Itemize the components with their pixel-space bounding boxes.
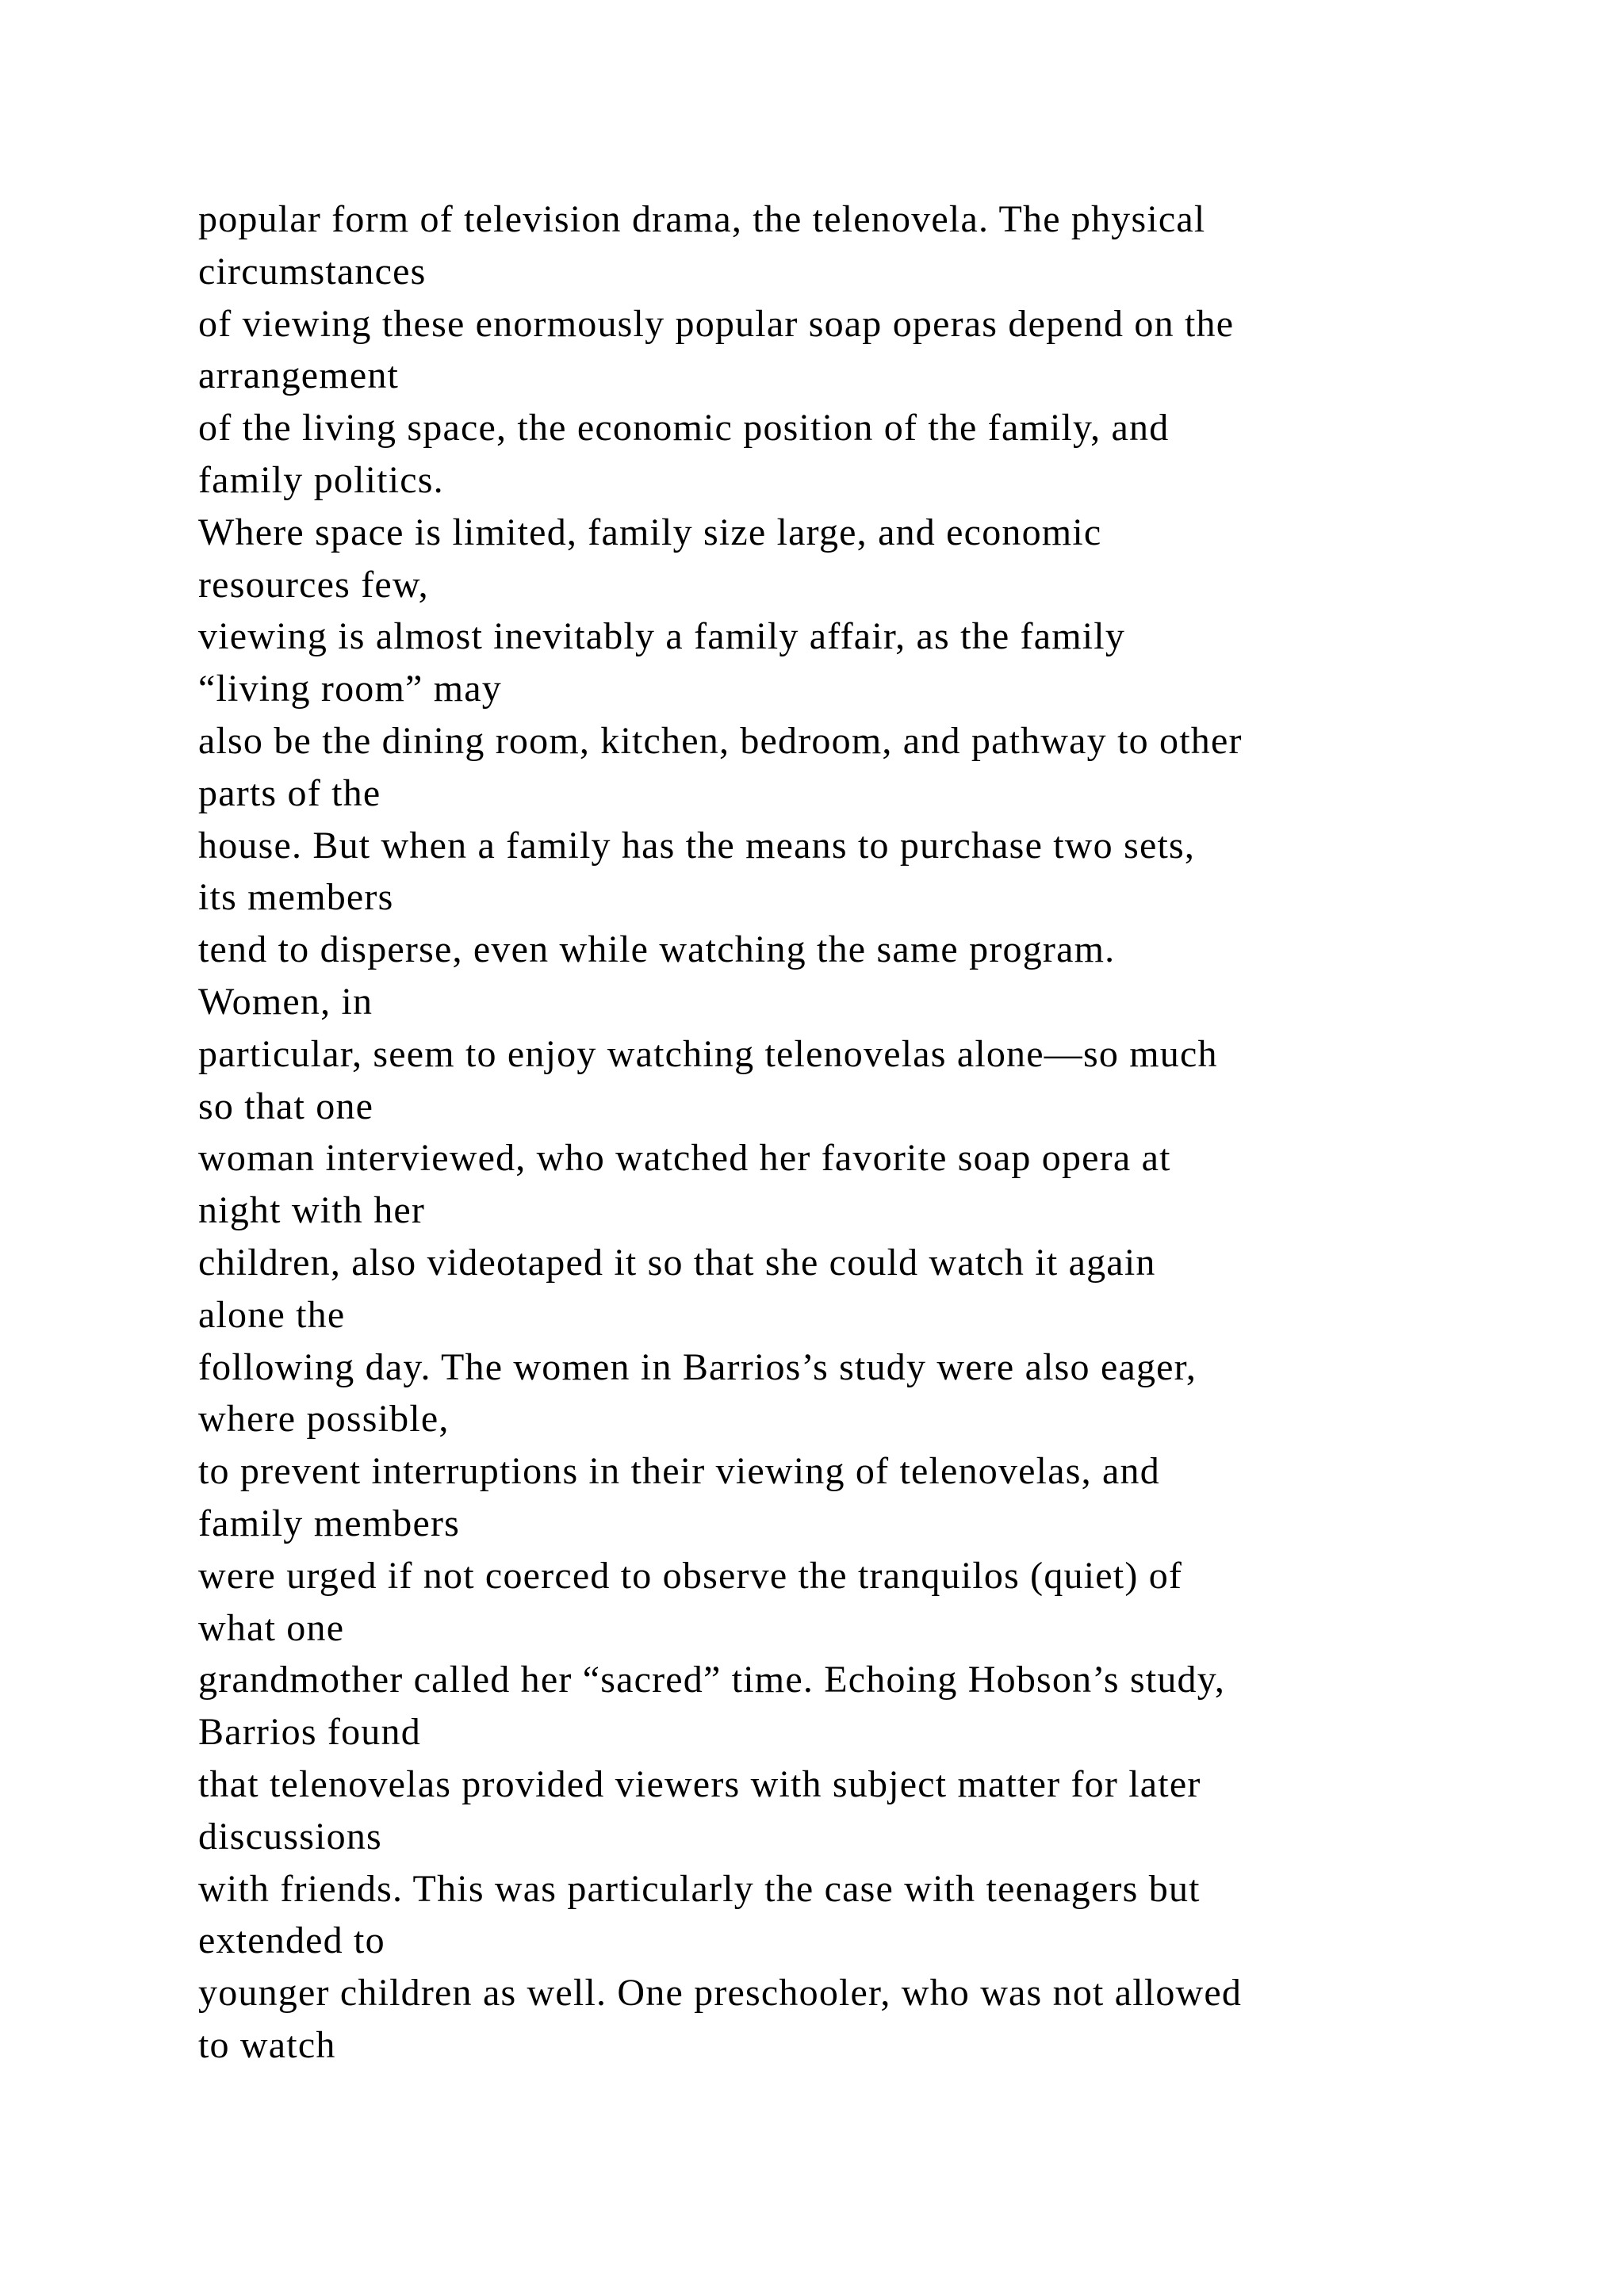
- text-line: extended to: [198, 1919, 385, 1962]
- text-line: family politics.: [198, 458, 444, 501]
- text-line: what one: [198, 1606, 345, 1649]
- text-line: resources few,: [198, 563, 429, 606]
- text-line: following day. The women in Barrios’s study were also eager,: [198, 1345, 1197, 1388]
- text-line: that telenovelas provided viewers with subject matter for later: [198, 1762, 1201, 1805]
- text-line: parts of the: [198, 771, 381, 814]
- text-line: grandmother called her “sacred” time. Echoing Hobson’s study,: [198, 1659, 1226, 1701]
- text-line: family members: [198, 1502, 461, 1544]
- text-line: popular form of television drama, the telenovela. The physical: [198, 198, 1206, 240]
- text-line: Where space is limited, family size large, and economic: [198, 511, 1102, 553]
- body-text: [198, 193, 1507, 2072]
- text-line: tend to disperse, even while watching the same program.: [198, 928, 1116, 971]
- text-line: Barrios found: [198, 1711, 421, 1754]
- text-line: viewing is almost inevitably a family affair, as the family: [198, 615, 1126, 658]
- text-line: younger children as well. One preschooler, who was not allowed: [198, 1972, 1243, 2015]
- text-line: woman interviewed, who watched her favorite soap opera at: [198, 1137, 1171, 1180]
- text-line: where possible,: [198, 1398, 450, 1441]
- text-line: to prevent interruptions in their viewing of telenovelas, and: [198, 1450, 1160, 1493]
- text-line: particular, seem to enjoy watching telenovelas alone—so much: [198, 1032, 1218, 1075]
- text-line: were urged if not coerced to observe the tranquilos (quiet) of: [198, 1554, 1183, 1597]
- text-line: discussions: [198, 1815, 382, 1858]
- text-line: with friends. This was particularly the case with teenagers but: [198, 1867, 1201, 1910]
- text-line: of viewing these enormously popular soap operas depend on the: [198, 302, 1235, 345]
- text-line: alone the: [198, 1293, 346, 1336]
- text-line: circumstances: [198, 250, 427, 293]
- text-line: house. But when a family has the means to purchase two sets,: [198, 824, 1196, 867]
- text-line: night with her: [198, 1189, 426, 1232]
- text-line: its members: [198, 876, 394, 919]
- text-line: arrangement: [198, 354, 400, 397]
- text-line: children, also videotaped it so that she could watch it again: [198, 1241, 1156, 1284]
- text-line: so that one: [198, 1085, 374, 1127]
- text-line: of the living space, the economic position of the family, and: [198, 407, 1170, 450]
- text-line: also be the dining room, kitchen, bedroom, and pathway to other: [198, 719, 1243, 762]
- text-line: to watch: [198, 2023, 336, 2066]
- text-line: “living room” may: [198, 668, 502, 710]
- text-line: Women, in: [198, 980, 373, 1023]
